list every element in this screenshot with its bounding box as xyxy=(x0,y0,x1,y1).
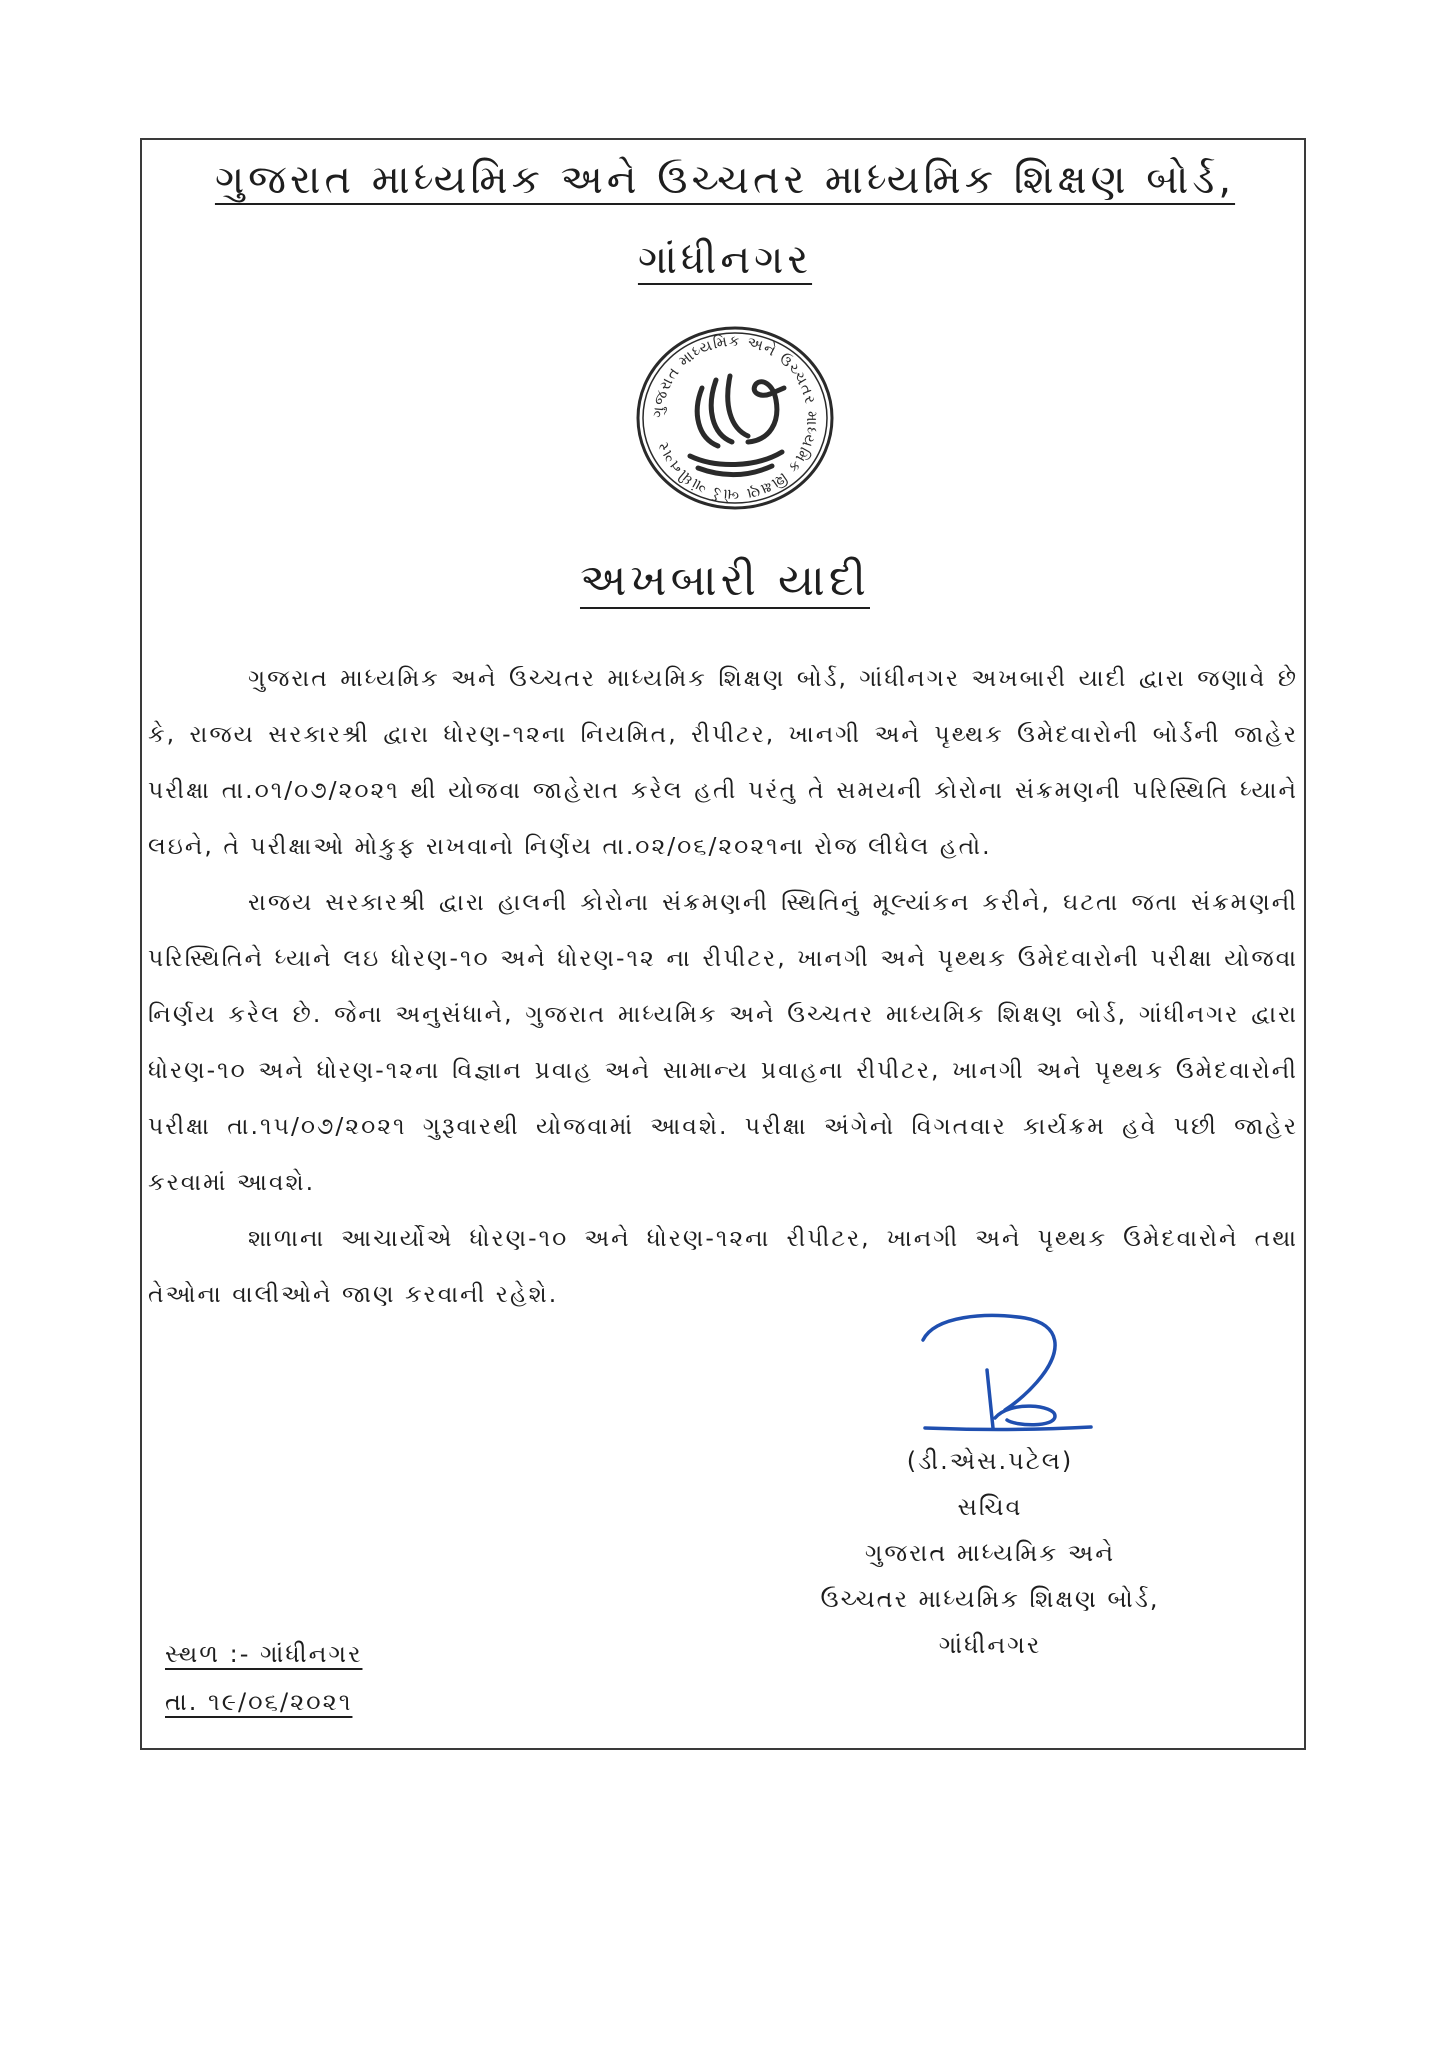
board-title-text: ગુજરાત માધ્યમિક અને ઉચ્ચતર માધ્યમિક શિક્ષણ બોર્ડ, xyxy=(214,157,1236,203)
board-city-text: ગાંધીનગર xyxy=(637,237,813,283)
place-date-block xyxy=(165,1630,362,1726)
signatory-org-line-1: ગુજરાત માધ્યમિક અને xyxy=(864,1539,1116,1567)
board-title xyxy=(0,156,1450,204)
board-seal-icon xyxy=(620,318,850,518)
date: તા. ૧૯/૦૬/૨૦૨૧ xyxy=(165,1688,353,1716)
seal-text: ગુજરાત માધ્યમિક અને ઉચ્ચતર માધ્યમિક શિક્ષણ બોર્ડ ગાંધીનગર xyxy=(648,331,822,505)
signatory-org-line-2: ઉચ્ચતર માધ્યમિક શિક્ષણ બોર્ડ, xyxy=(820,1585,1160,1613)
paragraph-2: રાજય સરકારશ્રી દ્વારા હાલની કોરોના સંક્રમણની સ્થિતિનું મૂલ્યાંકન કરીને, ઘટતા જતા સંક્રમણની પરિસ્થિતિને ધ્યાને લઇ ધોરણ-૧૦ અને ધોરણ-૧૨ ના રીપીટર, ખાનગી અને પૃથ્થક ઉમેદવારોની પરીક્ષા યોજવા નિર્ણય કરેલ છે. જેના અનુસંધાને, ગુજરાત માધ્યમિક અને ઉચ્ચતર માધ્યમિક શિક્ષણ બોર્ડ, ગાંધીનગર દ્વારા ધોરણ-૧૦ અને ધોરણ-૧૨ના વિજ્ઞાન પ્રવાહ અને સામાન્ય પ્રવાહના રીપીટર, ખાનગી અને પૃથ્થક ઉમેદવારોની પરીક્ષા તા.૧૫/૦૭/૨૦૨૧ ગુરૂવારથી યોજવામાં આવશે. પરીક્ષા અંગેનો વિગતવાર કાર્યક્રમ હવે પછી જાહેર કરવામાં આવશે. xyxy=(148,888,1298,1196)
signatory-designation: સચિવ xyxy=(957,1493,1023,1521)
press-release-heading-text: અખબારી યાદી xyxy=(579,555,870,606)
signatory-org-line-3: ગાંધીનગર xyxy=(938,1631,1042,1659)
signatory-block xyxy=(775,1438,1205,1668)
signature-icon xyxy=(915,1310,1095,1440)
signatory-name: (ડી.એસ.પટેલ) xyxy=(906,1447,1074,1475)
place: સ્થળ :- ગાંધીનગર xyxy=(165,1640,363,1668)
svg-text:ગુજરાત માધ્યમિક અને ઉચ્ચતર માધ xyxy=(649,332,821,504)
press-release-body xyxy=(148,650,1298,1322)
paragraph-1: ગુજરાત માધ્યમિક અને ઉચ્ચતર માધ્યમિક શિક્ષણ બોર્ડ, ગાંધીનગર અખબારી યાદી દ્વારા જણાવે છે કે, રાજય સરકારશ્રી દ્વારા ધોરણ-૧૨ના નિયમિત, રીપીટર, ખાનગી અને પૃથ્થક ઉમેદવારોની બોર્ડની જાહેર પરીક્ષા તા.૦૧/૦૭/૨૦૨૧ થી યોજવા જાહેરાત કરેલ હતી પરંતુ તે સમયની કોરોના સંક્રમણની પરિસ્થિતિ ધ્યાને લઇને, તે પરીક્ષાઓ મોકુફ રાખવાનો નિર્ણય તા.૦૨/૦૬/૨૦૨૧ના રોજ લીધેલ હતો. xyxy=(148,664,1298,860)
press-release-heading xyxy=(0,555,1450,606)
paragraph-3: શાળાના આચાર્યોએ ધોરણ-૧૦ અને ધોરણ-૧૨ના રીપીટર, ખાનગી અને પૃથ્થક ઉમેદવારોને તથા તેઓના વાલીઓને જાણ કરવાની રહેશે. xyxy=(148,1224,1298,1308)
board-city xyxy=(0,236,1450,284)
